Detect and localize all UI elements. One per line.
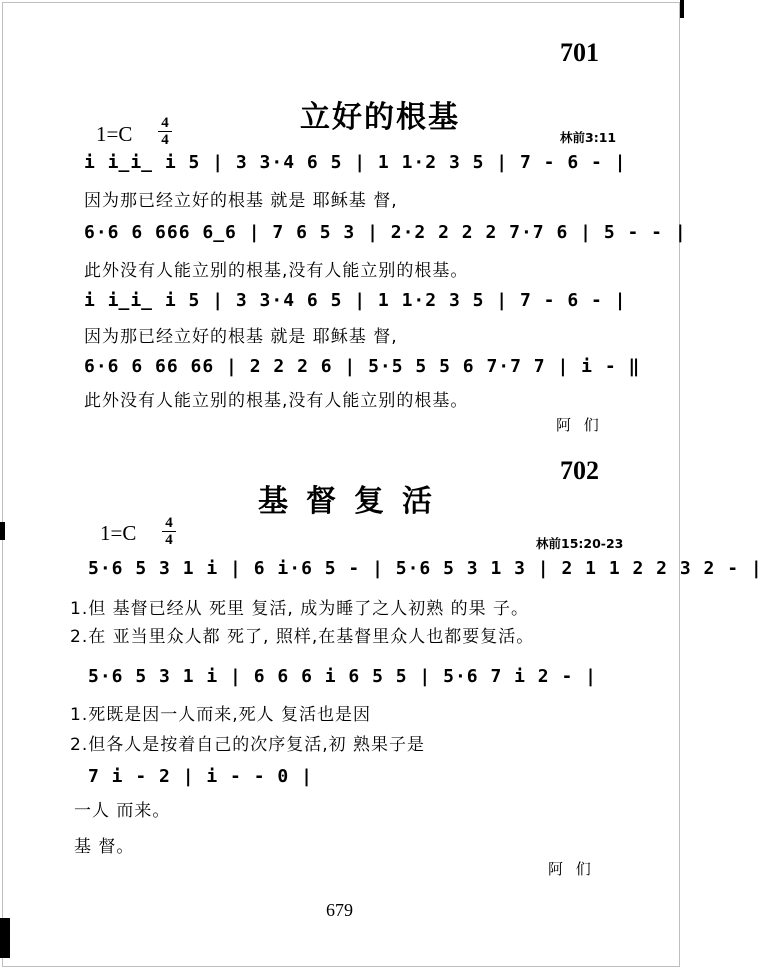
amen-ending: 阿 们 [556, 416, 603, 434]
lyric-line: 2.在 亚当里众人都 死了, 照样,在基督里众人也都要复活。 [70, 627, 535, 647]
time-signature-bottom: 4 [161, 132, 169, 148]
time-signature-top: 4 [161, 115, 169, 131]
key-signature: 1=C [96, 122, 133, 146]
hymn-number: 702 [560, 456, 599, 485]
scan-edge-mark [0, 918, 10, 958]
page-number: 679 [326, 900, 353, 920]
notation-line: 7 i - 2 | i - - 0 | [88, 766, 313, 787]
lyric-line: 此外没有人能立别的根基,没有人能立别的根基。 [84, 391, 469, 411]
notation-line: 5·6 5 3 1 i | 6 i·6 5 - | 5·6 5 3 1 3 | 2 1 1 2 2 3 2 - | [88, 558, 763, 579]
notation-line: 6·6 6 66 66 | 2 2 2 6 | 5·5 5 5 6 7·7 7 | i - ‖ [84, 356, 641, 377]
hymn-title: 立好的根基 [300, 100, 460, 135]
notation-line: i i̲i̲ i 5 | 3 3·4 6 5 | 1 1·2 3 5 | 7 - 6 - | [84, 152, 627, 173]
notation-line: 5·6 5 3 1 i | 6 6 6 i 6 5 5 | 5·6 7 i 2 - | [88, 666, 597, 687]
lyric-line: 2.但各人是按着自己的次序复活,初 熟果子是 [70, 735, 426, 755]
notation-line: i i̲i̲ i 5 | 3 3·4 6 5 | 1 1·2 3 5 | 7 - 6 - | [84, 290, 627, 311]
time-signature [162, 516, 176, 547]
notation-line: 6·6 6 666 6̲6 | 7 6 5 3 | 2·2 2 2 2 7·7 6 | 5 - - | [84, 222, 687, 243]
lyric-line: 此外没有人能立别的根基,没有人能立别的根基。 [84, 261, 469, 281]
scripture-reference: 林前15:20-23 [536, 536, 624, 551]
time-signature [158, 116, 172, 147]
lyric-line: 1.但 基督已经从 死里 复活, 成为睡了之人初熟 的果 子。 [70, 599, 530, 619]
lyric-line: 1.死既是因一人而来,死人 复活也是因 [70, 705, 372, 725]
amen-ending: 阿 们 [548, 860, 595, 878]
hymn-title: 基督复活 [258, 484, 450, 519]
lyric-line: 因为那已经立好的根基 就是 耶稣基 督, [84, 191, 398, 211]
time-signature-bottom: 4 [165, 532, 173, 548]
lyric-line: 因为那已经立好的根基 就是 耶稣基 督, [84, 327, 398, 347]
scripture-reference: 林前3:11 [560, 130, 617, 145]
scan-edge-mark [0, 522, 5, 540]
key-signature: 1=C [100, 521, 137, 545]
scan-edge-mark [680, 0, 684, 18]
lyric-line: 一人 而来。 [74, 801, 171, 821]
time-signature-top: 4 [165, 515, 173, 531]
hymn-number: 701 [560, 38, 599, 67]
lyric-line: 基 督。 [74, 837, 135, 857]
